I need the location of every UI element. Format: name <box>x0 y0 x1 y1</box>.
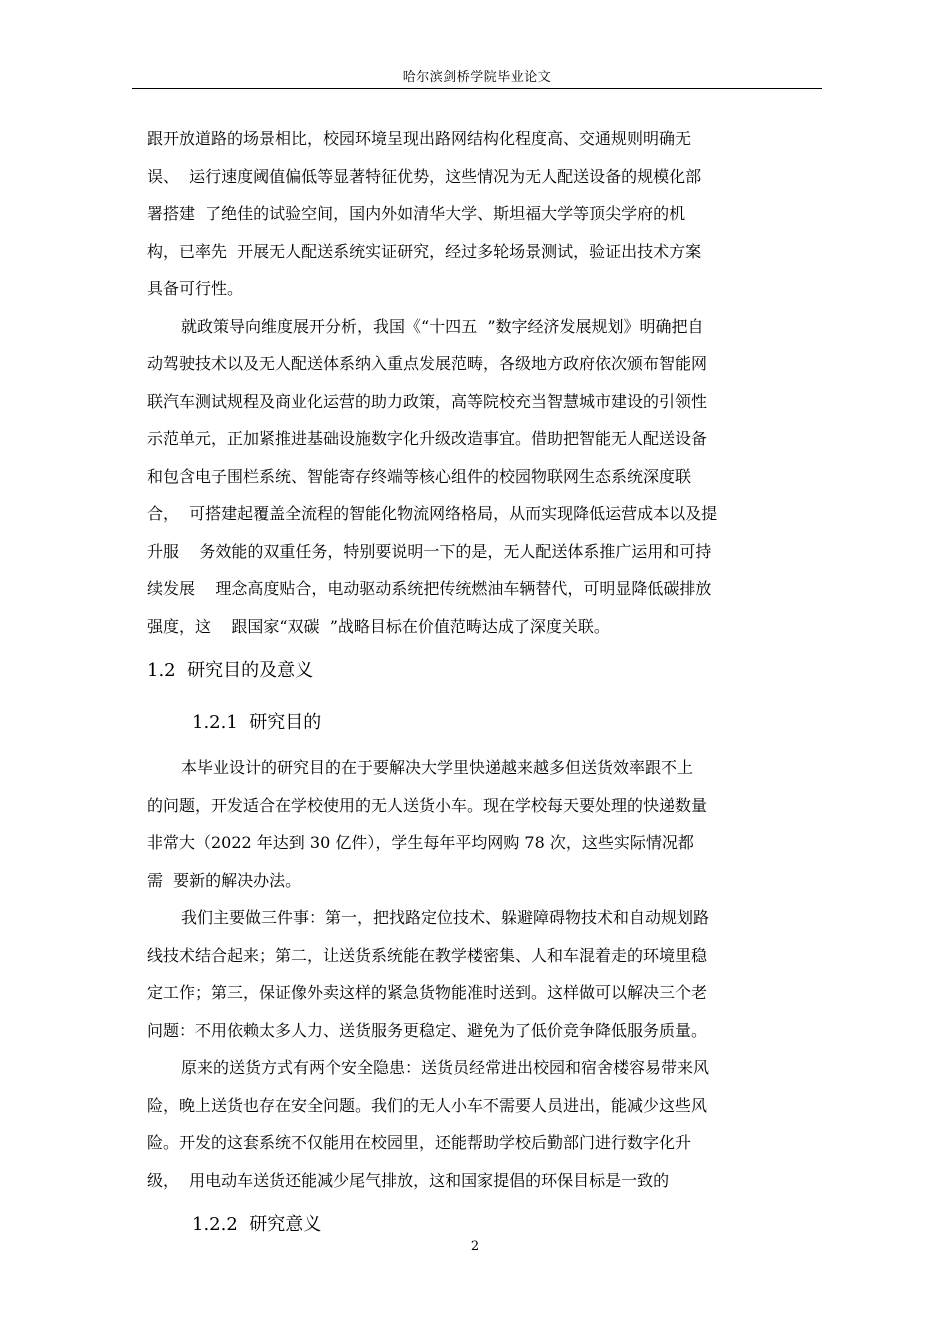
text-line: 非常大（2022 年达到 30 亿件），学生每年平均网购 78 次，这些实际情况都 <box>147 833 694 852</box>
text-line: 的问题，开发适合在学校使用的无人送货小车。现在学校每天要处理的快递数量 <box>147 795 708 815</box>
text-line: 误、 运行速度阈值偏低等显著特征优势，这些情况为无人配送设备的规模化部 <box>147 166 702 186</box>
text-line: 和包含电子围栏系统、智能寄存终端等核心组件的校园物联网生态系统深度联 <box>147 466 692 486</box>
text-line: 动驾驶技术以及无人配送体系纳入重点发展范畴，各级地方政府依次颁布智能网 <box>147 354 708 373</box>
paragraph <box>147 749 823 899</box>
page-number: 2 <box>470 1239 480 1254</box>
text-line: 本毕业设计的研究目的在于要解决大学里快递越来越多但送货效率跟不上 <box>181 758 694 777</box>
text-line: 级， 用电动车送货还能减少尾气排放，这和国家提倡的环保目标是一致的 <box>147 1170 670 1190</box>
text-line: 续发展 理念高度贴合，电动驱动系统把传统燃油车辆替代，可明显降低碳排放 <box>147 579 712 598</box>
text-line: 合， 可搭建起覆盖全流程的智能化物流网络格局，从而实现降低运营成本以及提 <box>147 504 718 523</box>
text-line: 险。开发的这套系统不仅能用在校园里，还能帮助学校后勤部门进行数字化升 <box>147 1133 692 1152</box>
text-line: 升服 务效能的双重任务，特别要说明一下的是，无人配送体系推广运用和可持 <box>147 541 712 561</box>
text-line: 强度，这 跟国家“双碳 ”战略目标在价值范畴达成了深度关联。 <box>147 616 610 636</box>
text-line: 联汽车测试规程及商业化运营的助力政策，高等院校充当智慧城市建设的引领性 <box>147 391 708 411</box>
subsection-heading-1-2-1: 1.2.1 研究目的 <box>192 712 322 733</box>
text-line: 需 要新的解决办法。 <box>147 870 302 890</box>
text-line: 我们主要做三件事：第一，把找路定位技术、躲避障碍物技术和自动规划路 <box>181 908 710 927</box>
text-line: 定工作；第三，保证像外卖这样的紧急货物能准时送到。这样做可以解决三个老 <box>147 983 708 1002</box>
header-rule <box>132 88 822 89</box>
text-line: 就政策导向维度展开分析，我国《“十四五 ”数字经济发展规划》明确把自 <box>181 316 704 336</box>
text-line: 跟开放道路的场景相比，校园环境呈现出路网结构化程度高、交通规则明确无 <box>147 129 692 148</box>
paragraph <box>147 308 823 646</box>
text-line: 具备可行性。 <box>147 279 244 298</box>
text-line: 险，晚上送货也存在安全问题。我们的无人小车不需要人员进出，能减少这些风 <box>147 1095 708 1115</box>
section-heading-1-2: 1.2 研究目的及意义 <box>147 660 314 681</box>
text-line: 示范单元，正加紧推进基础设施数字化升级改造事宜。借助把智能无人配送设备 <box>147 429 708 448</box>
paragraph <box>147 899 823 1049</box>
document-body <box>147 120 823 1251</box>
text-line: 构，已率先 开展无人配送系统实证研究，经过多轮场景测试，验证出技术方案 <box>147 241 702 261</box>
text-line: 署搭建 了绝佳的试验空间，国内外如清华大学、斯坦福大学等顶尖学府的机 <box>147 204 686 223</box>
page-header-title: 哈尔滨剑桥学院毕业论文 <box>402 70 552 85</box>
paragraph <box>147 120 823 308</box>
text-line: 原来的送货方式有两个安全隐患：送货员经常进出校园和宿舍楼容易带来风 <box>181 1058 710 1077</box>
paragraph <box>147 1049 823 1199</box>
subsection-heading-1-2-2: 1.2.2 研究意义 <box>192 1214 322 1235</box>
text-line: 线技术结合起来；第二，让送货系统能在教学楼密集、人和车混着走的环境里稳 <box>147 945 708 965</box>
text-line: 问题：不用依赖太多人力、送货服务更稳定、避免为了低价竞争降低服务质量。 <box>147 1020 708 1040</box>
